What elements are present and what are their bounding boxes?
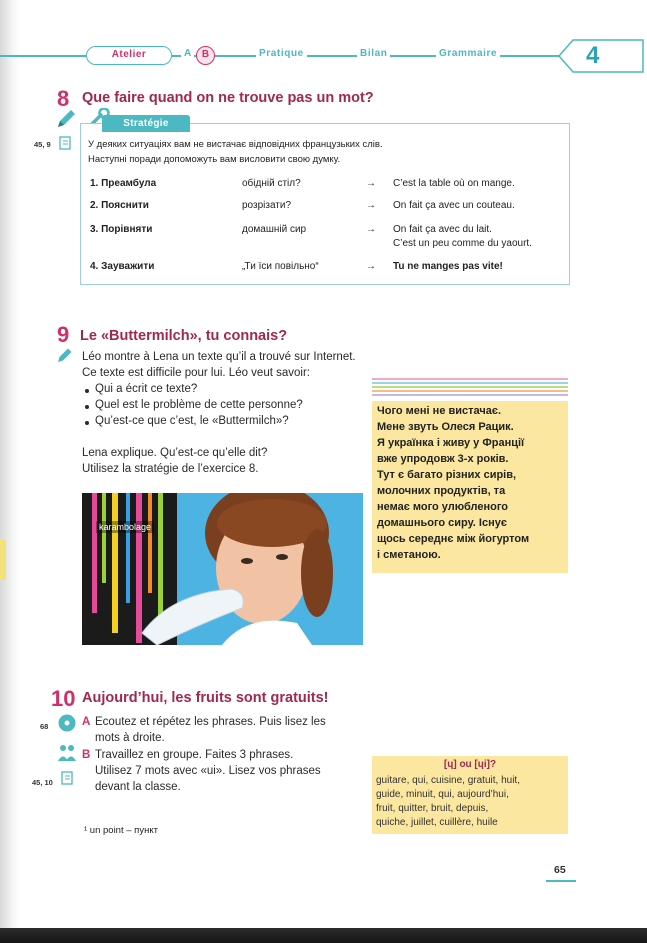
strategy-row-ukrainian: розрізати? [242, 200, 292, 211]
strategy-row-ukrainian: домашній сир [242, 224, 307, 235]
strategy-intro-line-2: Наступні поради допоможуть вам висловити свою думку. [88, 154, 341, 165]
strategy-row-ukrainian: „Ти їси повільно“ [242, 261, 319, 272]
words-line: guide, minuit, qui, aujourd’hui, [376, 789, 509, 800]
nav-atelier[interactable]: Atelier [86, 46, 172, 65]
bullet [85, 405, 89, 409]
audio-cd-icon[interactable] [57, 713, 77, 733]
note-line: Тут є багато різних сирів, [377, 469, 517, 481]
page-number: 65 [554, 864, 566, 876]
exercise-10-number: 10 [51, 686, 76, 711]
nav-section-a[interactable]: A [181, 48, 194, 59]
exercise-9-number: 9 [57, 322, 70, 347]
note-line: щось середнє між йогуртом [377, 533, 530, 545]
unit-badge [555, 36, 645, 76]
exercise-9-line-1: Léo montre à Lena un texte qu’il a trouvé sur Internet. [82, 351, 356, 363]
group-work-icon [56, 743, 78, 763]
strategy-row-ukrainian: обідній стіл? [242, 178, 301, 189]
arrow-icon: → [366, 200, 376, 211]
task-b-line-2: Utilisez 7 mots avec «ui». Lisez vos phrases [95, 765, 321, 777]
strategy-row-french: On fait ça avec un couteau. [393, 200, 515, 211]
task-b-line-3: devant la classe. [95, 781, 181, 793]
bottom-bar [0, 928, 647, 943]
words-line: guitare, qui, cuisine, gratuit, huit, [376, 775, 520, 786]
exercise-10-title: Aujourd’hui, les fruits sont gratuits! [82, 690, 329, 706]
strategy-row-french-2: C’est un peu comme du yaourt. [393, 238, 532, 249]
workbook-reference: 45, 9 [34, 140, 51, 149]
bullet [85, 421, 89, 425]
workbook-reference: 45, 10 [32, 778, 53, 787]
nav-line [0, 55, 86, 57]
task-a-line-1: Ecoutez et répétez les phrases. Puis lisez les [95, 716, 326, 728]
note-line: і сметаною. [377, 549, 441, 561]
task-a-line-2: mots à droite. [95, 732, 165, 744]
strategy-row-label: 1. Преамбула [90, 178, 157, 189]
note-line: немає мого улюбленого [377, 501, 508, 513]
words-line: fruit, quitter, bruit, depuis, [376, 803, 489, 814]
exercise-9-bullet: Qu’est-ce que c’est, le «Buttermilch»? [95, 415, 289, 427]
exercise-9-bullet: Qui a écrit ce texte? [95, 383, 198, 395]
note-line: домашнього сиру. Існує [377, 517, 507, 529]
strategy-row-label: 2. Пояснити [90, 200, 149, 211]
arrow-icon: → [366, 261, 376, 272]
exercise-9-bullet: Quel est le problème de cette personne? [95, 399, 303, 411]
strategy-row-french: On fait ça avec du lait. [393, 224, 492, 235]
page-number-underline [546, 880, 576, 882]
strategy-intro-line-1: У деяких ситуаціях вам не вистачає відповідних французьких слів. [88, 139, 383, 150]
note-title: Чого мені не вистачає. [377, 405, 501, 417]
unit-number: 4 [586, 42, 600, 69]
nav-grammaire[interactable]: Grammaire [436, 48, 500, 59]
footnote: ¹ un point – пункт [84, 825, 158, 836]
nav-section-b-active[interactable]: B [196, 46, 215, 65]
photo-woman-drinking-milk [82, 493, 363, 645]
exercise-8-number: 8 [57, 86, 70, 111]
nav-pratique[interactable]: Pratique [256, 48, 307, 59]
strategy-label: Stratégie [102, 115, 190, 132]
exercise-9-title: Le «Buttermilch», tu connais? [80, 328, 288, 344]
note-line: Я українка і живу у Франції [377, 437, 525, 449]
note-color-stripes [372, 378, 568, 398]
strategy-row-label: 4. Зауважити [90, 261, 155, 272]
pencil-icon [56, 346, 74, 364]
exercise-9-line-3: Lena explique. Qu’est-ce qu’elle dit? [82, 447, 268, 459]
note-line: Мене звуть Олеся Рацик. [377, 421, 514, 433]
nav-bilan[interactable]: Bilan [357, 48, 390, 59]
bullet [85, 389, 89, 393]
photo-caption: karambolage [96, 521, 154, 533]
exercise-9-line-4: Utilisez la stratégie de l’exercice 8. [82, 463, 259, 475]
task-b-letter: B [82, 749, 91, 761]
task-b-line-1: Travaillez en groupe. Faites 3 phrases. [95, 749, 294, 761]
pencil-icon [54, 107, 78, 131]
page-shadow [0, 0, 20, 943]
strategy-row-label: 3. Порівняти [90, 224, 153, 235]
task-a-letter: A [82, 716, 91, 728]
side-tab-marker [0, 540, 6, 580]
strategy-row-french: C’est la table où on mange. [393, 178, 515, 189]
arrow-icon: → [366, 178, 376, 189]
workbook-icon [58, 135, 74, 151]
exercise-9-line-2: Ce texte est difficile pour lui. Léo veut savoir: [82, 367, 310, 379]
arrow-icon: → [366, 224, 376, 235]
exercise-8-title: Que faire quand on ne trouve pas un mot? [82, 90, 374, 106]
strategy-row-french: Tu ne manges pas vite! [393, 261, 503, 272]
words-box-title: [ɥ] ou [ɥi]? [443, 759, 497, 770]
note-line: молочних продуктів, та [377, 485, 506, 497]
words-line: quiche, juillet, cuillère, huile [376, 817, 498, 828]
workbook-icon [60, 770, 76, 786]
note-line: вже упродовж 3-х років. [377, 453, 509, 465]
audio-track-reference: 68 [40, 722, 49, 731]
